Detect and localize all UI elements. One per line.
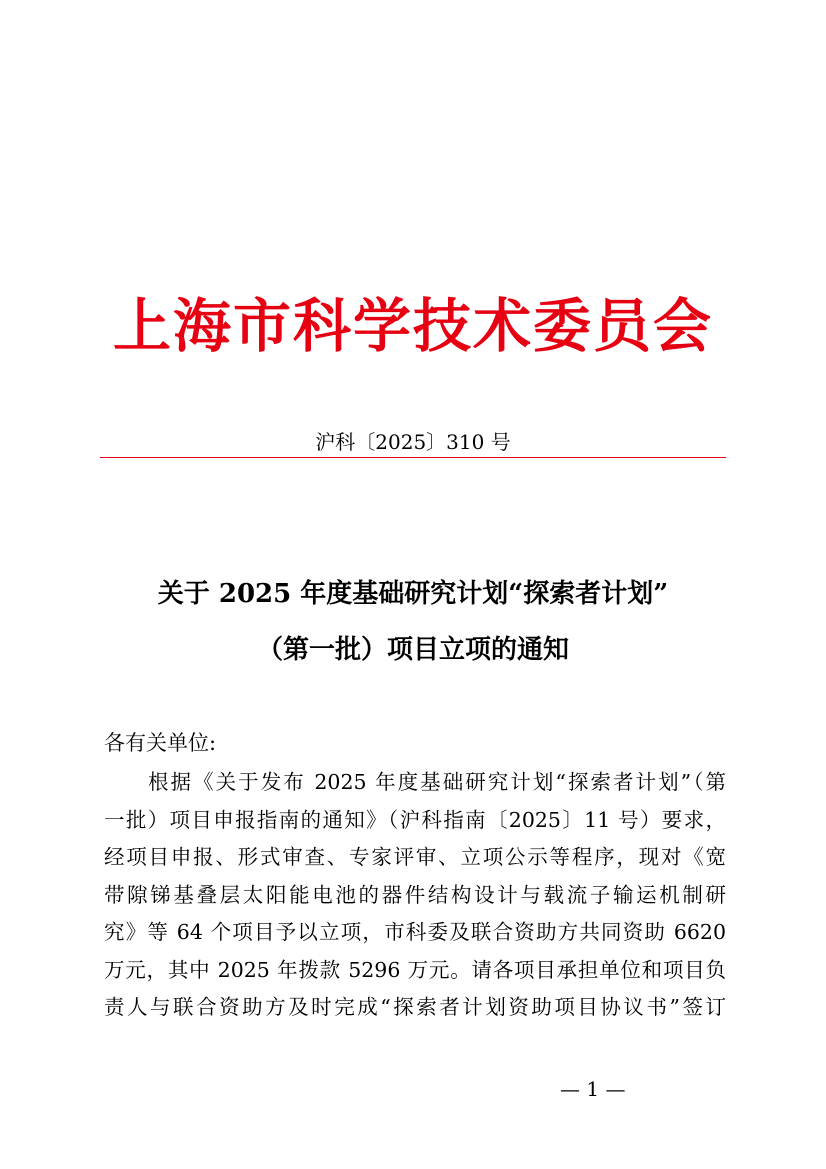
document-number: 沪科〔2025〕310 号 — [315, 430, 511, 454]
salutation: 各有关单位: — [104, 731, 217, 755]
body-line: 万元，其中 2025 年拨款 5296 万元。请各项目承担单位和项目负 — [104, 957, 726, 982]
issuer-header: 上海市科学技术委员会 — [112, 292, 713, 360]
body-line: 责人与联合资助方及时完成“探索者计划资助项目协议书”签订 — [104, 995, 726, 1019]
document-title — [80, 566, 746, 678]
page-number: — 1 — — [560, 1077, 626, 1101]
body-line: 究》等 64 个项目予以立项，市科委及联合资助方共同资助 6620 — [104, 920, 726, 944]
title-line-2: （第一批）项目立项的通知 — [256, 635, 569, 665]
title-line-1: 关于 2025 年度基础研究计划“探索者计划” — [157, 579, 669, 609]
body-line: 经项目申报、形式审查、专家评审、立项公示等程序，现对《宽 — [104, 845, 726, 869]
body-line: 带隙锑基叠层太阳能电池的器件结构设计与载流子输运机制研 — [104, 882, 726, 907]
red-divider-line — [100, 457, 726, 458]
body-line: 根据《关于发布 2025 年度基础研究计划“探索者计划”（第 — [148, 770, 726, 794]
body-paragraph — [104, 764, 726, 1027]
body-line: 一批）项目申报指南的通知》（沪科指南〔2025〕11 号）要求， — [104, 807, 726, 832]
